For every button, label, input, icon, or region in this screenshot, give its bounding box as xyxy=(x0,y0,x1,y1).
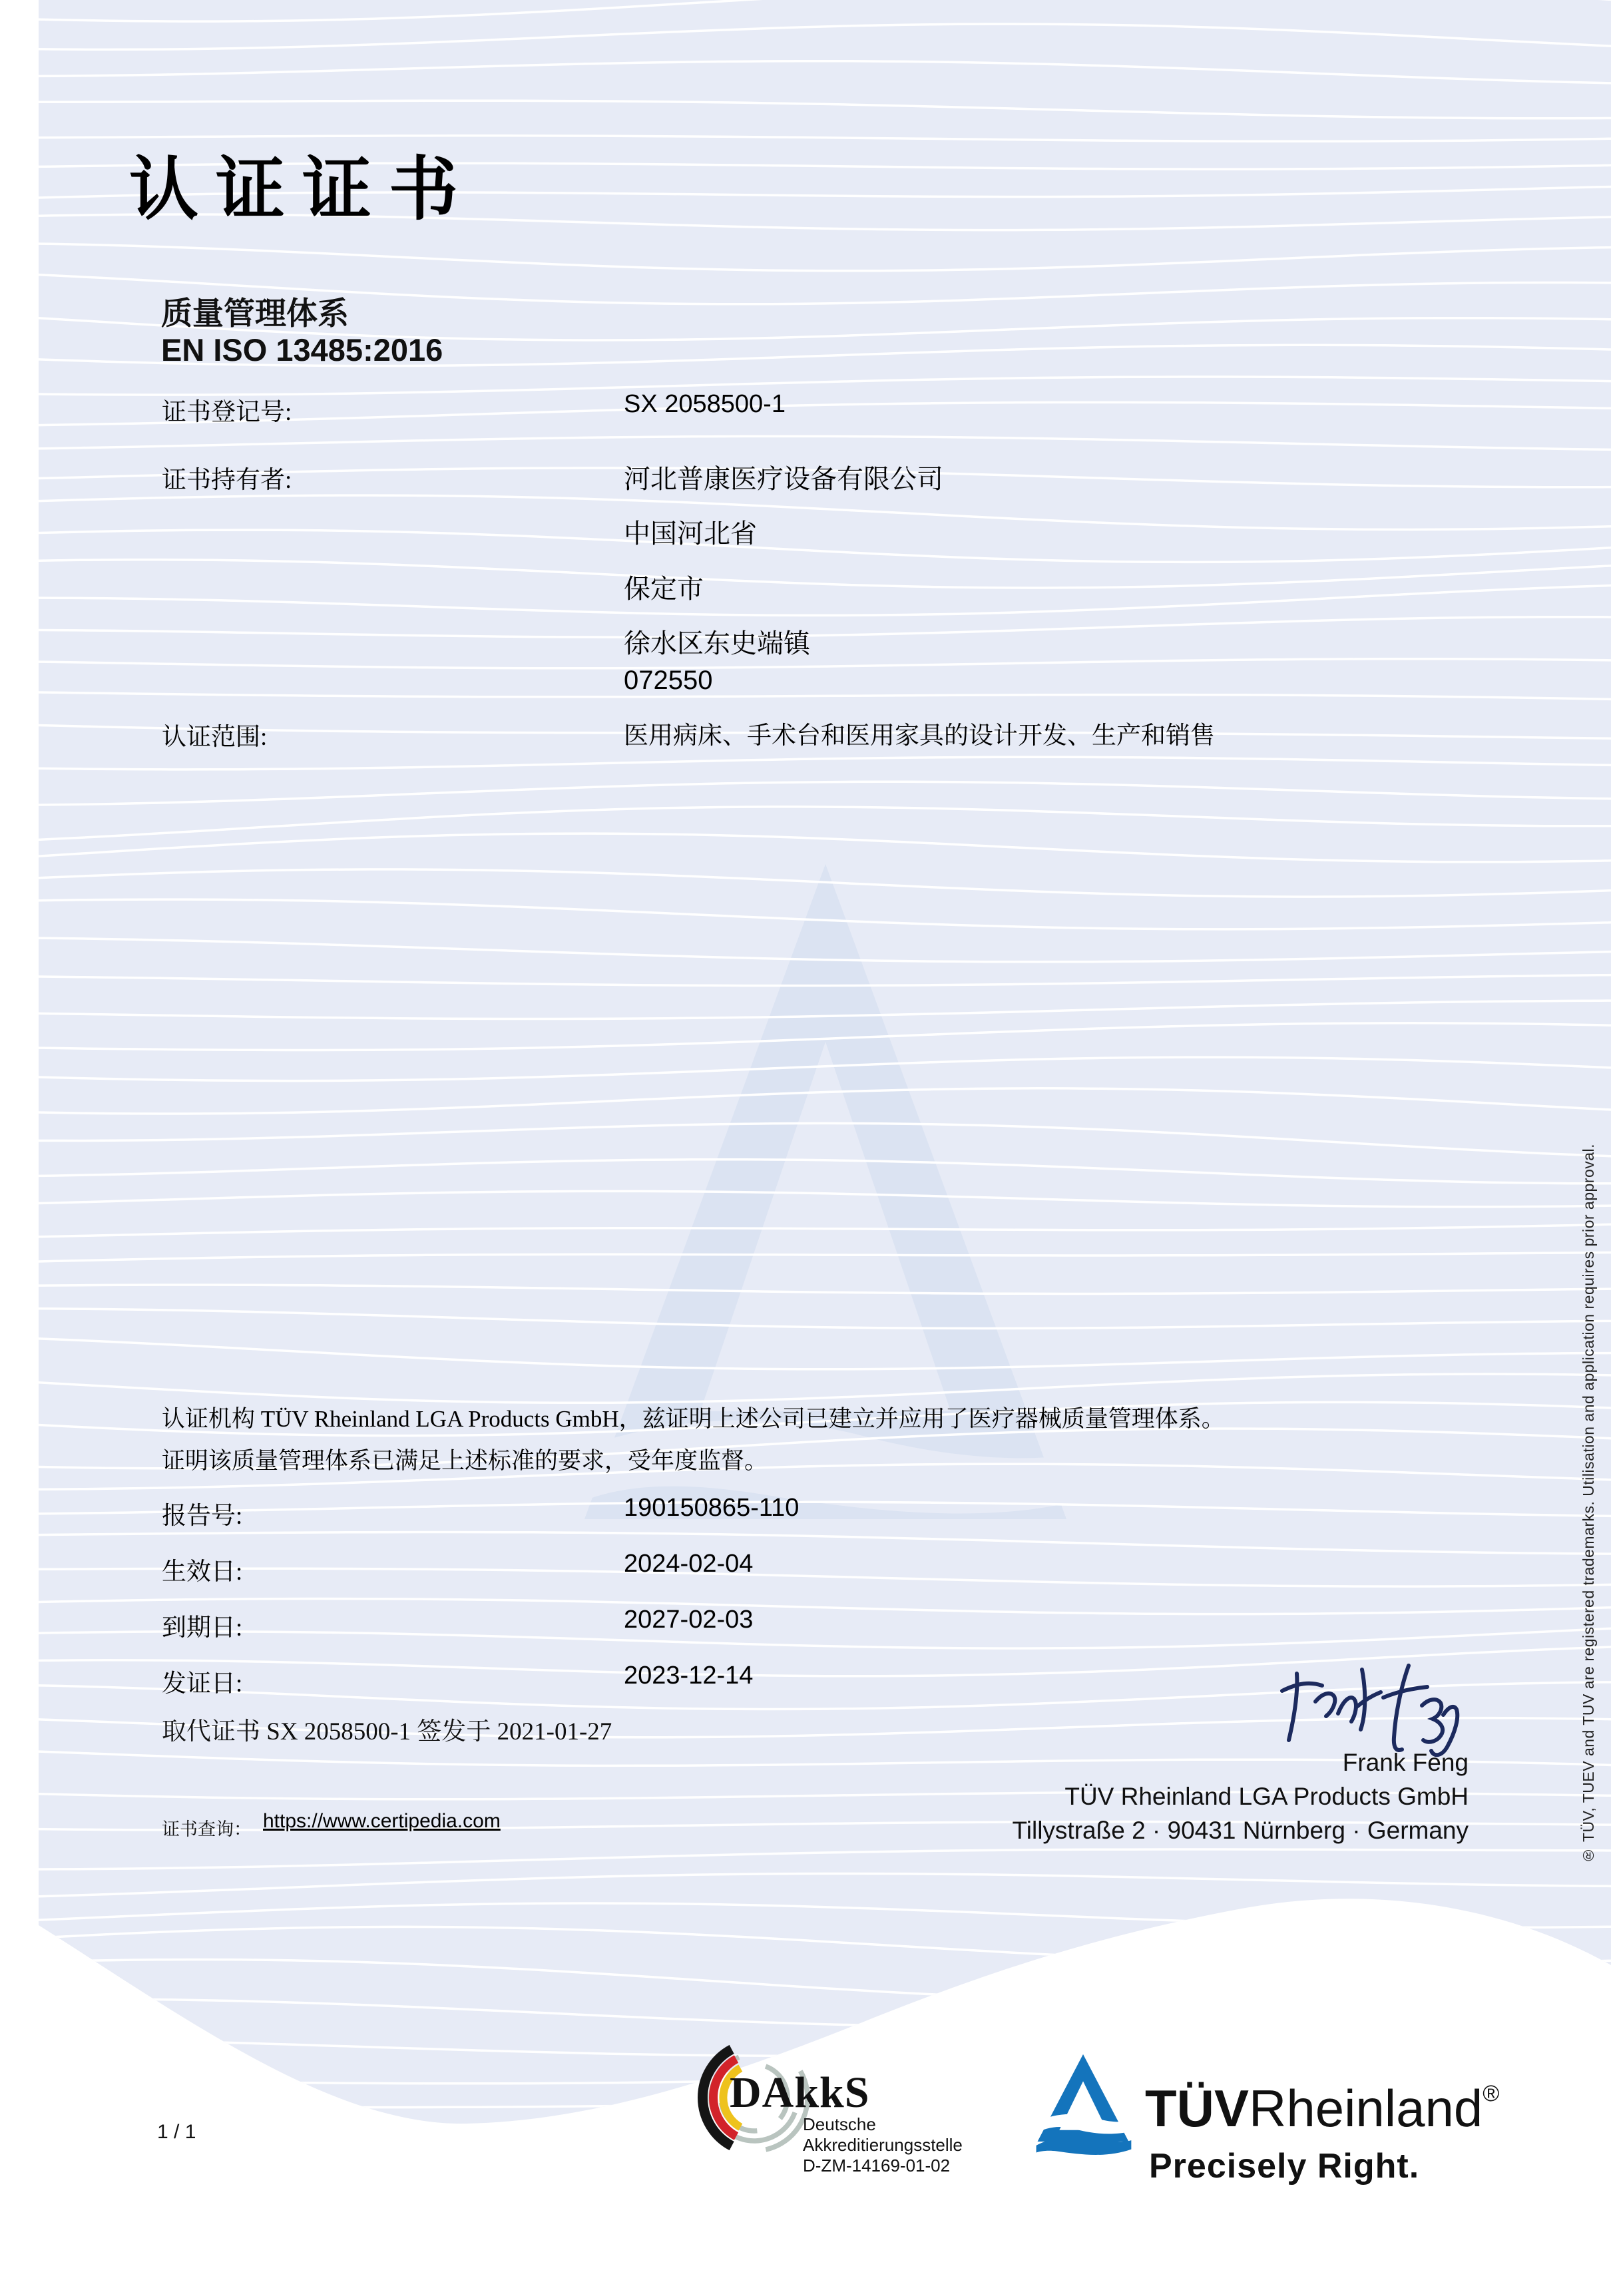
registry-number-value: SX 2058500-1 xyxy=(624,390,786,418)
dakks-line-2: Akkreditierungsstelle xyxy=(803,2135,963,2155)
issue-date-value: 2023-12-14 xyxy=(624,1662,754,1690)
attestation-line-2: 证明该质量管理体系已满足上述标准的要求，受年度监督。 xyxy=(162,1448,768,1474)
dakks-wordmark: DAkkS xyxy=(730,2068,870,2117)
attestation-line-1: 认证机构 TÜV Rheinland LGA Products GmbH，兹证明上述公司已建立并应用了医疗器械质量管理体系。 xyxy=(162,1406,1225,1432)
dakks-line-1: Deutsche xyxy=(803,2114,876,2134)
report-number-value: 190150865-110 xyxy=(624,1494,800,1522)
registry-number-label: 证书登记号: xyxy=(162,399,292,426)
standard-code-heading: EN ISO 13485:2016 xyxy=(161,332,443,367)
signatory-name: Frank Feng xyxy=(1342,1749,1469,1776)
quality-system-heading: 质量管理体系 xyxy=(161,297,349,332)
tuv-rheinland-wordmark xyxy=(1145,2078,1499,2139)
certipedia-link[interactable]: https://www.certipedia.com xyxy=(263,1810,501,1832)
signatory-company: TÜV Rheinland LGA Products GmbH xyxy=(1064,1783,1469,1810)
dakks-accreditation-text xyxy=(803,2114,963,2176)
scope-value: 医用病床、手术台和医用家具的设计开发、生产和销售 xyxy=(624,722,1215,750)
effective-date-value: 2024-02-04 xyxy=(624,1550,754,1578)
holder-city: 保定市 xyxy=(624,574,704,604)
report-number-label: 报告号: xyxy=(162,1502,243,1530)
holder-province: 中国河北省 xyxy=(624,519,757,549)
replacement-note: 取代证书 SX 2058500-1 签发于 2021-01-27 xyxy=(162,1718,612,1745)
expiry-date-value: 2027-02-03 xyxy=(624,1606,754,1634)
tuv-brand-regular: Rheinland xyxy=(1249,2079,1483,2138)
holder-postcode: 072550 xyxy=(624,666,713,695)
dakks-line-3: D-ZM-14169-01-02 xyxy=(803,2156,951,2176)
tuv-triangle-icon xyxy=(1033,2052,1133,2161)
certificate-title: 认证证书 xyxy=(129,152,476,228)
effective-date-label: 生效日: xyxy=(162,1558,243,1586)
scope-label: 认证范围: xyxy=(162,724,268,751)
issue-date-label: 发证日: xyxy=(162,1670,243,1698)
page-number: 1 / 1 xyxy=(157,2121,196,2143)
attestation-text xyxy=(162,1398,1225,1482)
expiry-date-label: 到期日: xyxy=(162,1614,243,1642)
holder-district: 徐水区东史端镇 xyxy=(624,629,810,658)
tuv-tagline: Precisely Right. xyxy=(1149,2147,1420,2185)
holder-company: 河北普康医疗设备有限公司 xyxy=(624,465,943,494)
signatory-address: Tillystraße 2 · 90431 Nürnberg · Germany xyxy=(1012,1817,1469,1844)
holder-label: 证书持有者: xyxy=(162,467,292,494)
tuv-brand-bold: TÜV xyxy=(1145,2079,1249,2138)
registered-mark-icon: ® xyxy=(1483,2081,1500,2106)
signatory-block xyxy=(1013,1745,1469,1847)
verify-label: 证书查询： xyxy=(162,1819,252,1839)
trademark-disclaimer: ® TÜV, TUEV and TUV are registered trademarks. Utilisation and application requires prior approval. xyxy=(1580,1143,1597,1864)
